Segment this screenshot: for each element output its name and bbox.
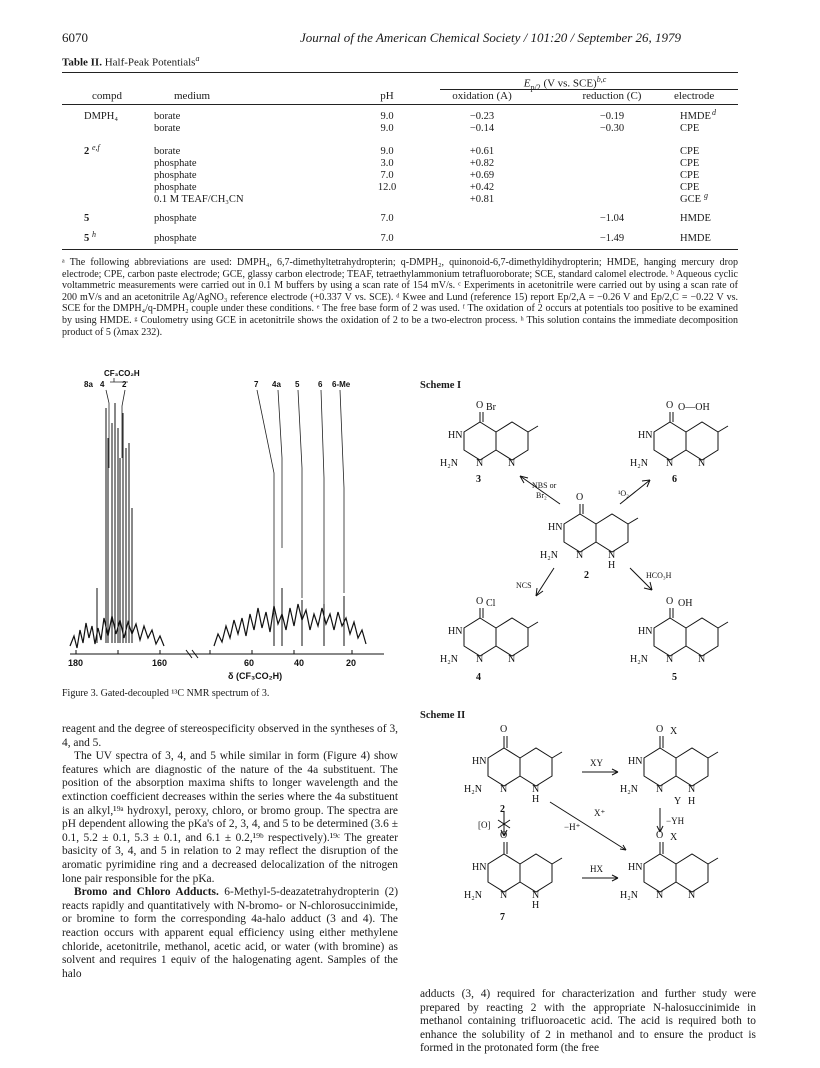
page-number: 6070 xyxy=(62,30,88,45)
table-row xyxy=(62,143,738,158)
cell-compd-note: h xyxy=(92,230,96,239)
cell-reduction: −1.04 xyxy=(599,213,625,224)
reagent-hco3h: HCO₃H xyxy=(646,571,672,580)
s1c3-n2: N xyxy=(508,458,516,469)
s2b-x: X xyxy=(670,726,678,737)
table-row xyxy=(62,191,738,206)
cell-electrode: HMDE xyxy=(680,233,711,244)
s1c2-n2: N xyxy=(608,550,616,561)
table-row xyxy=(62,170,738,182)
col-header-electrode: electrode xyxy=(674,90,715,102)
body-text-right xyxy=(420,988,756,1056)
s2b-hn: HN xyxy=(628,756,643,767)
table-footnote: ᵃ The following abbreviations are used: DMPH₄, 6,7-dimethyltetrahydropterin; q-DMPH₂, quinonoid-6,7-dimethyldihydropterin; HMDE, hanging mercury drop electrode; CPE, carbon paste electrode; GCE, glassy carbon electrode; TEAF, tetraethylammonium tetrafluoroborate; SCE, standard calomel electrode. ᵇ Aqueous cyclic voltammetric measurements were carried out in 0.1 M buffers by using a scan rate of 154 mV/s. ᶜ Experiments in acetonitrile were carried out by using a scan rate of 200 mV/s and an acetonitrile Ag/AgNO₃ reference electrode (+0.337 V vs. SCE). ᵈ Kwee and Lund (reference 15) report Ep/2,A = −0.26 V and Ep/2,C = −0.22 V vs. SCE for the DMPH₄/q-DMPH₂ couple under these conditions. ᵉ The free base form of 2 was used. ᶠ The oxidation of 2 occurs at potentials too positive to be examined by using HMDE. ᵍ Coulometry using GCE in acetonitrile shows the oxidation of 2 to be a two-electron process. ʰ This solution contains the immediate decomposition product of 5 (λmax 232). xyxy=(62,257,738,338)
table-row xyxy=(62,230,738,245)
cell-electrode: GCE xyxy=(680,194,701,205)
figure3-caption: Figure 3. Gated-decoupled ¹³C NMR spectrum of 3. xyxy=(62,688,270,699)
reagent-xy: XY xyxy=(590,758,603,768)
s1c4-n2: N xyxy=(508,654,516,665)
cell-reduction: −0.19 xyxy=(599,111,625,122)
s2c-h: H xyxy=(532,900,540,911)
nmr-tick-40: 40 xyxy=(294,658,305,668)
cell-compd: 2 xyxy=(84,146,90,157)
col-header-oxidation: oxidation (A) xyxy=(452,90,512,102)
table-header-rule xyxy=(62,104,738,105)
s1c2-n1: N xyxy=(576,550,584,561)
s1c6-h2n: H₂N xyxy=(630,458,648,469)
cell-medium: borate xyxy=(154,146,181,157)
s2b-n1: N xyxy=(656,784,664,795)
cell-oxidation: −0.23 xyxy=(469,111,495,122)
s2d-n2: N xyxy=(688,890,696,901)
s2-compound-2-label: 2 xyxy=(500,804,505,815)
s2d-h2n: H₂N xyxy=(620,890,638,901)
nmr-tick-180: 180 xyxy=(68,658,84,668)
cell-medium: phosphate xyxy=(154,170,197,181)
table-title-text: Half-Peak Potentials xyxy=(104,56,196,69)
cell-oxidation: +0.69 xyxy=(469,170,495,181)
s1c4-o: O xyxy=(476,596,484,607)
s1c5-n2: N xyxy=(698,654,706,665)
s2a-h2n: H₂N xyxy=(464,784,482,795)
table-row xyxy=(62,123,738,135)
table-group-header: $E_{p/2}$ (V vs. SCE)$^{b,c}$ xyxy=(523,75,607,92)
s1c4-n1: N xyxy=(476,654,484,665)
nmr-label-4: 4 xyxy=(100,380,105,389)
cell-ph: 9.0 xyxy=(380,146,394,157)
s2b-h2n: H₂N xyxy=(620,784,638,795)
cell-oxidation: +0.82 xyxy=(469,158,495,169)
table-top-rule xyxy=(62,72,738,73)
table-row xyxy=(62,213,738,225)
s1c2-h: H xyxy=(608,560,616,571)
nmr-spectrum-figure xyxy=(62,368,392,686)
nmr-axis-label: δ (CF₃CO₂H) xyxy=(228,671,283,681)
s1c4-h2n: H₂N xyxy=(440,654,458,665)
cell-compd: 5 xyxy=(84,213,90,224)
table-row xyxy=(62,182,738,194)
nmr-label-2: 2 xyxy=(122,380,127,389)
table-title: Table II. Half-Peak Potentials$^a$ xyxy=(62,54,200,69)
s2d-hn: HN xyxy=(628,862,643,873)
nmr-tick-60: 60 xyxy=(244,658,255,668)
scheme1-title: Scheme I xyxy=(420,380,462,391)
body-right-paragraph-1: adducts (3, 4) required for characterization and further study were prepared by reacting 2 with the appropriate N-halosuccinimide in methanol containing trifluoroacetic acid. The acid is required both to enhance the solubility of 2 in methanol and to ensure the product is formed in the protonated form (the free xyxy=(420,988,756,1055)
s2c-n2: N xyxy=(532,890,540,901)
cell-oxidation: +0.81 xyxy=(469,194,495,205)
s2-compound-7-label: 7 xyxy=(500,912,505,923)
table-row xyxy=(62,108,738,123)
table-bottom-rule xyxy=(62,249,738,250)
cell-oxidation: −0.14 xyxy=(469,123,495,134)
nmr-label-acid: CF₃CO₂H xyxy=(104,369,140,378)
s2c-hn: HN xyxy=(472,862,487,873)
reagent-minus-h-plus: −H⁺ xyxy=(564,822,581,832)
compound-3-label: 3 xyxy=(476,474,481,485)
s2b-o: O xyxy=(656,724,664,735)
section-heading-bromo-chloro: Bromo and Chloro Adducts. xyxy=(74,886,219,899)
s1c3-br: Br xyxy=(486,402,496,413)
s2a-o: O xyxy=(500,724,508,735)
s1c3-h2n: H₂N xyxy=(440,458,458,469)
nmr-tick-160: 160 xyxy=(152,658,168,668)
reagent-br2: Br₂ xyxy=(536,491,547,500)
s2c-n1: N xyxy=(500,890,508,901)
journal-header: Journal of the American Chemical Society / 101:20 / September 26, 1979 xyxy=(300,30,682,45)
nmr-label-8a: 8a xyxy=(84,380,93,389)
body-left-paragraph-3-text: 6-Methyl-5-deazatetrahydropterin (2) reacts rapidly and quantitatively with N-bromo- or N-chlorosuccinimide, or bromine to form the corresponding 4a-halo adduct (3 and 4). The reaction occurs with apparent equal efficiency using either methylene chloride, acetonitrile, methanol, acetic acid, or water (with bromine) as solvent and requires 1 equiv of the halogenating agent. Samples of the halo xyxy=(62,886,399,980)
s2a-n1: N xyxy=(500,784,508,795)
col-header-ph: pH xyxy=(380,90,394,102)
s1c6-ooh: O—OH xyxy=(678,402,710,413)
compound-4-label: 4 xyxy=(476,672,481,683)
reagent-ncs: NCS xyxy=(516,581,532,590)
nmr-label-6: 6 xyxy=(318,380,323,389)
s2d-x: X xyxy=(670,832,678,843)
cell-ph: 7.0 xyxy=(380,233,394,244)
compound-5-label: 5 xyxy=(672,672,677,683)
s1c4-cl: Cl xyxy=(486,598,496,609)
s1c5-hn: HN xyxy=(638,626,653,637)
reagent-hx: HX xyxy=(590,864,603,874)
nmr-tick-20: 20 xyxy=(346,658,357,668)
col-header-reduction: reduction (C) xyxy=(582,90,642,102)
cell-ph: 9.0 xyxy=(380,111,394,122)
s2c-h2n: H₂N xyxy=(464,890,482,901)
cell-electrode-note: d xyxy=(712,108,716,117)
s1c6-hn: HN xyxy=(638,430,653,441)
reagent-singlet-o2: ¹O₂ xyxy=(618,489,629,498)
cell-medium: phosphate xyxy=(154,158,197,169)
col-header-medium: medium xyxy=(174,90,211,102)
body-left-paragraph-2: The UV spectra of 3, 4, and 5 while similar in form (Figure 4) show features which are diagnostic of the nature of the 4a substituent. The position of the absorption maxima shifts to longer wavelength and the extinction coefficient decreases within the series where the 4a substituent is an alkyl,¹⁹ᵃ hydroxyl, peroxy, chloro, or bromo group. The spectra are pH dependent allowing the pKa's of 2, 3, 4, and 5 to be determined (3.6 ± 0.1, 5.2 ± 0.1, 5.3 ± 0.1, and 6.1 ± 0.2,¹⁹ᵇ respectively).¹⁹ᶜ The greater basicity of 3, 4, and 5 in relation to 2 may reflect the disruption of the aromatic pyrimidine ring and a decreased delocalization of the nitrogen lone pair responsible for the pKa. xyxy=(62,750,398,885)
s2d-o: O xyxy=(656,830,664,841)
s2a-hn: HN xyxy=(472,756,487,767)
cell-compd: DMPH₄ xyxy=(84,111,119,122)
nmr-label-7: 7 xyxy=(254,380,259,389)
cell-medium: 0.1 M TEAF/CH₃CN xyxy=(154,194,244,205)
s1c5-n1: N xyxy=(666,654,674,665)
s1c6-o: O xyxy=(666,400,674,411)
s1c2-o: O xyxy=(576,492,584,503)
scheme2-title: Scheme II xyxy=(420,710,466,721)
s1c2-h2n: H₂N xyxy=(540,550,558,561)
compound-2-label: 2 xyxy=(584,570,589,581)
cell-medium: phosphate xyxy=(154,213,197,224)
cell-ph: 7.0 xyxy=(380,170,394,181)
cell-ph: 3.0 xyxy=(380,158,394,169)
table-row xyxy=(62,158,738,170)
cell-electrode: CPE xyxy=(680,158,700,169)
cell-ph: 7.0 xyxy=(380,213,394,224)
s2d-n1: N xyxy=(656,890,664,901)
reagent-x-plus: X⁺ xyxy=(594,808,606,818)
s2a-n2: N xyxy=(532,784,540,795)
s2b-h: H xyxy=(688,796,696,807)
cell-electrode: CPE xyxy=(680,170,700,181)
reagent-nbs: NBS or xyxy=(532,481,557,490)
cell-reduction: −1.49 xyxy=(599,233,625,244)
s1c6-n1: N xyxy=(666,458,674,469)
nmr-label-6me: 6-Me xyxy=(332,380,351,389)
s2a-h: H xyxy=(532,794,540,805)
s1c6-n2: N xyxy=(698,458,706,469)
compound-6-label: 6 xyxy=(672,474,677,485)
cell-electrode: CPE xyxy=(680,123,700,134)
col-header-compd: compd xyxy=(92,90,122,102)
cell-oxidation: +0.61 xyxy=(469,146,495,157)
body-text-left xyxy=(62,723,398,981)
cell-oxidation: +0.42 xyxy=(469,182,495,193)
table-label: Table II. xyxy=(62,56,102,69)
scheme2-diagram xyxy=(420,720,750,982)
s1c5-o: O xyxy=(666,596,674,607)
reagent-minus-yh: −YH xyxy=(666,816,685,826)
cell-ph: 9.0 xyxy=(380,123,394,134)
s2c-o: O xyxy=(500,830,508,841)
cell-compd-note: e,f xyxy=(92,143,100,152)
cell-medium: borate xyxy=(154,111,181,122)
cell-electrode: HMDE xyxy=(680,111,711,122)
s1c3-o: O xyxy=(476,400,484,411)
cell-electrode: HMDE xyxy=(680,213,711,224)
body-left-paragraph-1: reagent and the degree of stereospecificity observed in the syntheses of 3, 4, and 5. xyxy=(62,723,398,749)
s1c3-n1: N xyxy=(476,458,484,469)
body-left-paragraph-3 xyxy=(62,886,398,981)
s1c4-hn: HN xyxy=(448,626,463,637)
cell-electrode: CPE xyxy=(680,182,700,193)
cell-medium: phosphate xyxy=(154,182,197,193)
cell-reduction: −0.30 xyxy=(599,123,625,134)
s1c2-hn: HN xyxy=(548,522,563,533)
scheme1-diagram xyxy=(420,392,750,690)
reagent-oxidation: [O] xyxy=(478,820,491,830)
s1c3-hn: HN xyxy=(448,430,463,441)
cell-medium: phosphate xyxy=(154,233,197,244)
nmr-label-5: 5 xyxy=(295,380,300,389)
s2b-n2: N xyxy=(688,784,696,795)
nmr-label-4a: 4a xyxy=(272,380,281,389)
cell-ph: 12.0 xyxy=(377,182,397,193)
s1c5-oh: OH xyxy=(678,598,693,609)
cell-medium: borate xyxy=(154,123,181,134)
s2b-y: Y xyxy=(674,796,682,807)
s1c5-h2n: H₂N xyxy=(630,654,648,665)
cell-electrode: CPE xyxy=(680,146,700,157)
cell-compd: 5 xyxy=(84,233,90,244)
cell-electrode-note: g xyxy=(704,191,708,200)
